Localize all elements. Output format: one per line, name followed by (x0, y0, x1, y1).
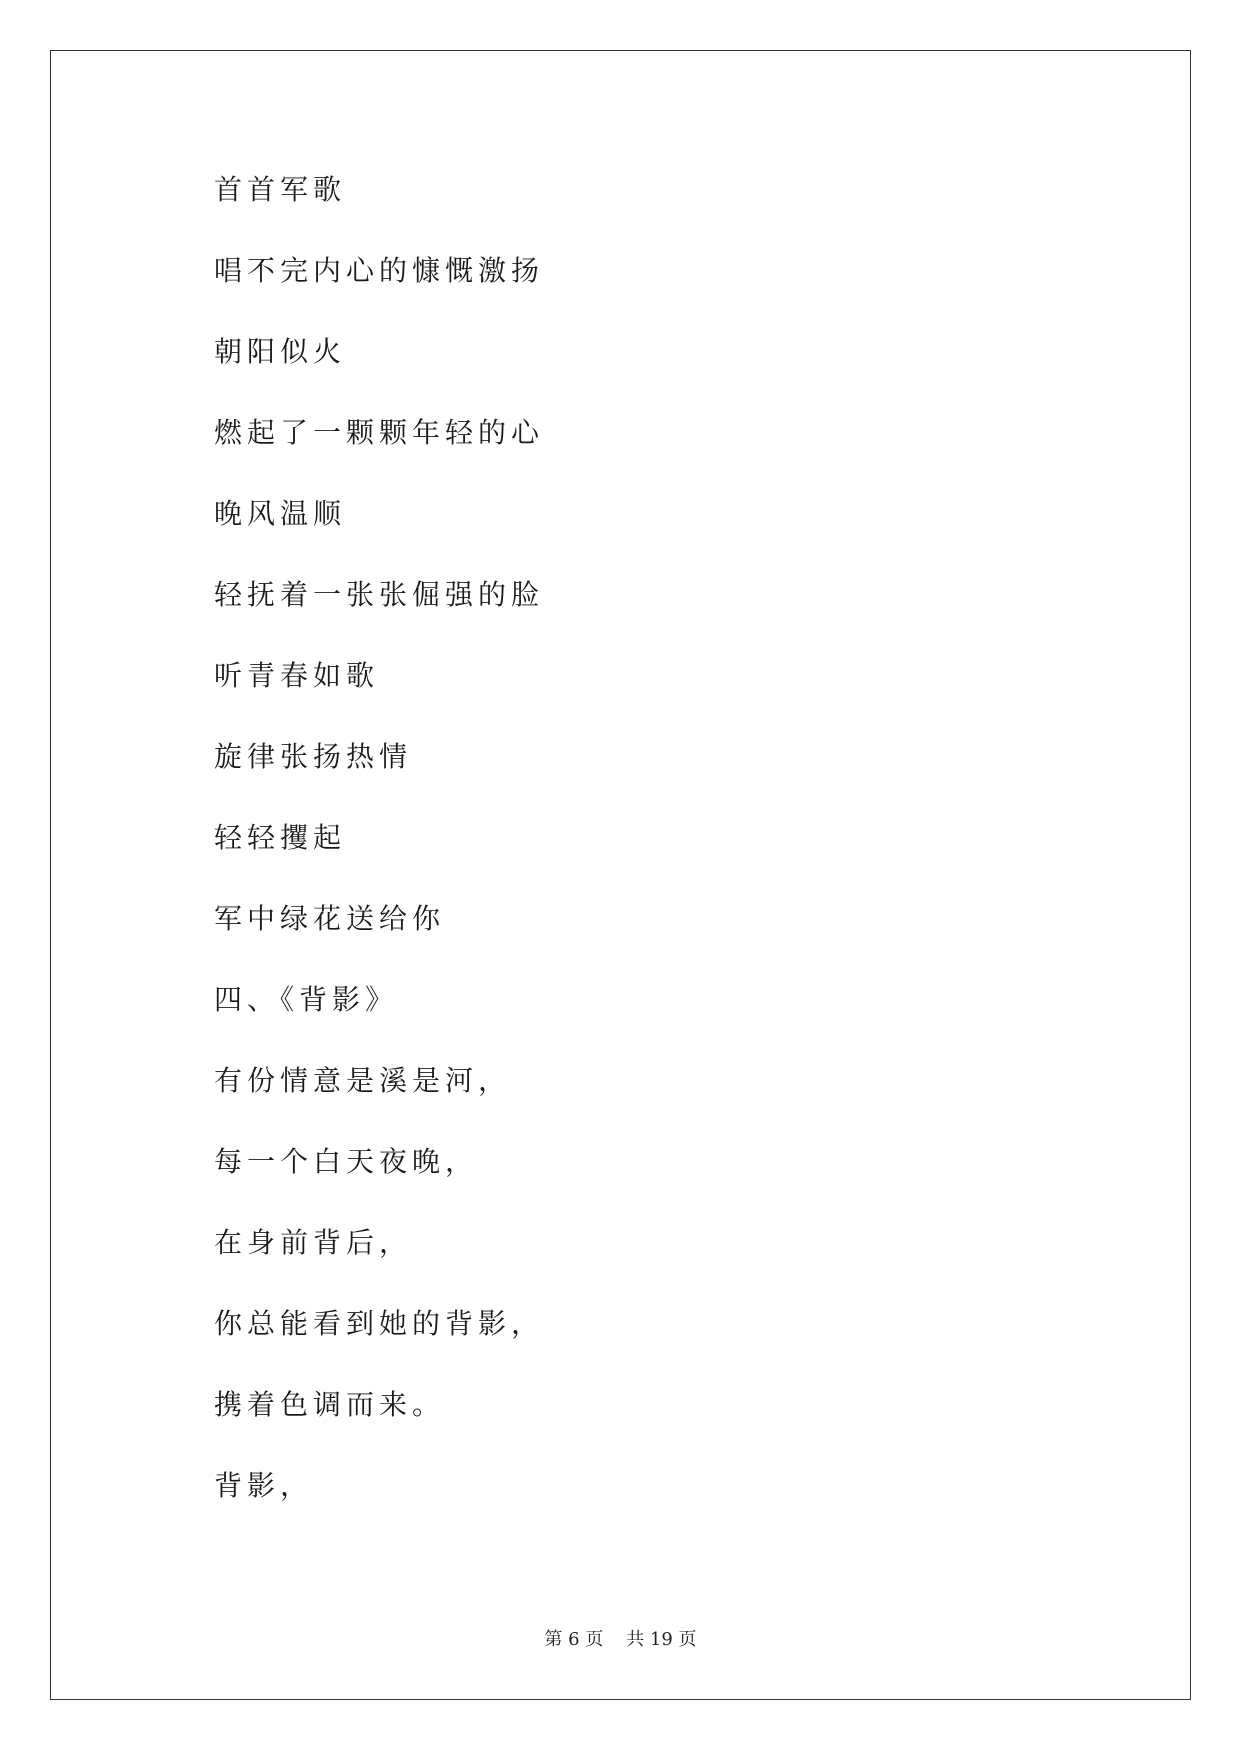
text-line: 在身前背后， (214, 1226, 413, 1259)
text-line: 军中绿花送给你 (214, 902, 446, 935)
text-line: 首首军歌 (214, 173, 347, 206)
text-line: 旋律张扬热情 (214, 740, 413, 773)
text-line: 背影， (214, 1469, 314, 1502)
text-line: 朝阳似火 (214, 335, 347, 368)
text-line: 携着色调而来。 (214, 1388, 446, 1421)
text-line: 晚风温顺 (214, 497, 347, 530)
text-line: 听青春如歌 (214, 659, 380, 692)
text-line: 有份情意是溪是河， (214, 1064, 512, 1097)
text-line: 你总能看到她的背影， (214, 1307, 545, 1340)
text-line: 燃起了一颗颗年轻的心 (214, 416, 545, 449)
text-line: 唱不完内心的慷慨激扬 (214, 254, 545, 287)
text-line: 每一个白天夜晚， (214, 1145, 479, 1178)
text-line: 轻抚着一张张倔强的脸 (214, 578, 545, 611)
text-line: 轻轻攫起 (214, 821, 347, 854)
section-heading: 四、《背影》 (214, 983, 399, 1016)
page-border (50, 50, 1191, 1700)
page-number: 第 6 页 共 19 页 (544, 1629, 697, 1650)
